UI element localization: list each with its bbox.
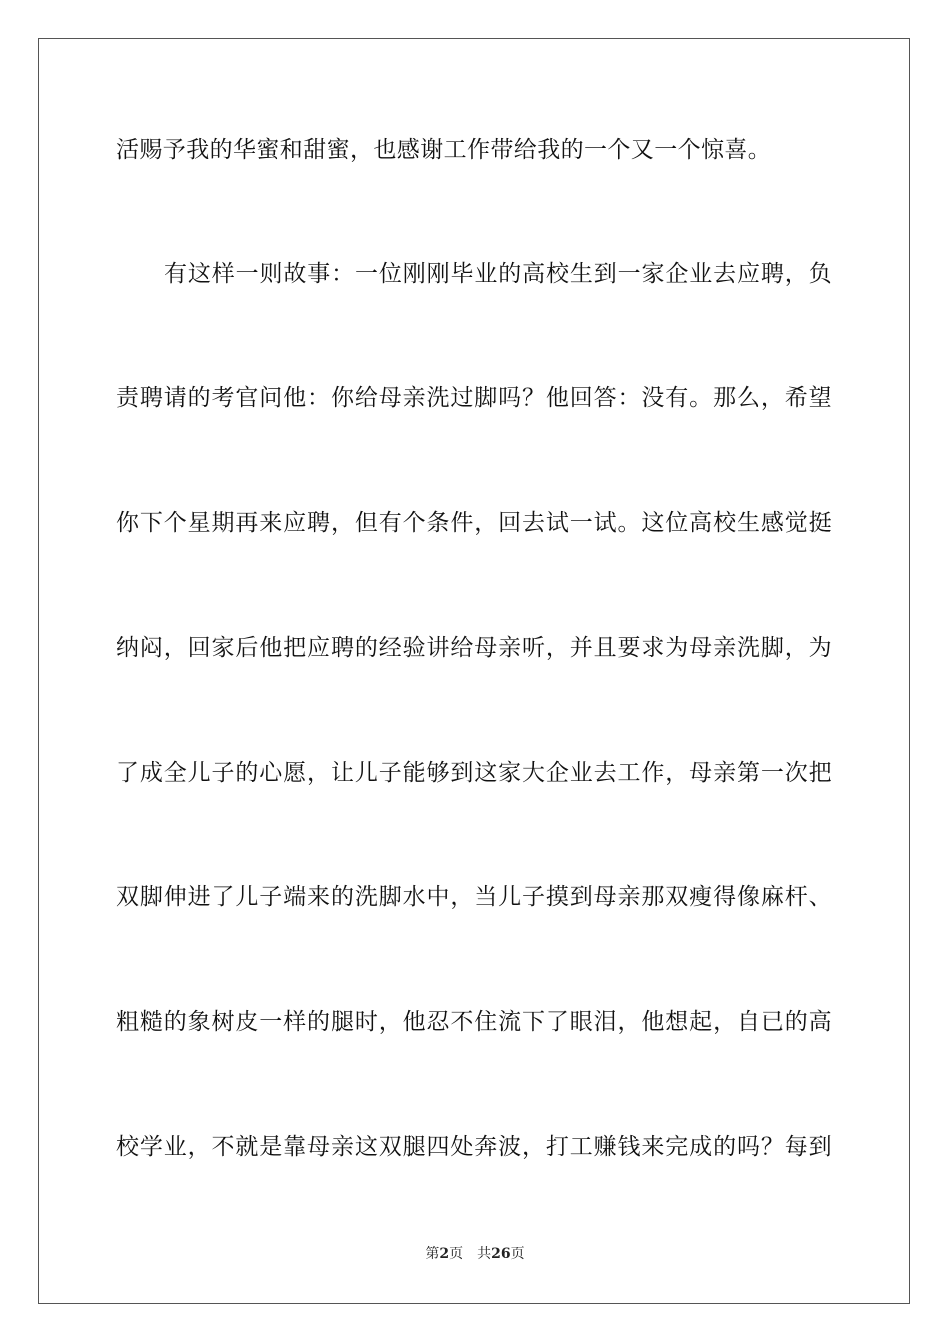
page-suffix: 页 <box>449 1246 464 1262</box>
total-pages: 26 <box>491 1246 511 1262</box>
total-suffix: 页 <box>510 1246 525 1262</box>
total-prefix: 共 <box>477 1246 492 1262</box>
text-line-5: 纳闷，回家后他把应聘的经验讲给母亲听，并且要求为母亲洗脚，为 <box>116 635 832 661</box>
text-line-9: 校学业，不就是靠母亲这双腿四处奔波，打工赚钱来完成的吗？每到 <box>116 1134 832 1160</box>
text-line-1: 活赐予我的华蜜和甜蜜，也感谢工作带给我的一个又一个惊喜。 <box>116 137 772 163</box>
text-line-6: 了成全儿子的心愿，让儿子能够到这家大企业去工作，母亲第一次把 <box>116 760 832 786</box>
page-border <box>38 38 910 1304</box>
page-prefix: 第 <box>425 1246 440 1262</box>
text-line-4: 你下个星期再来应聘，但有个条件，回去试一试。这位高校生感觉挺 <box>116 510 832 536</box>
page-number: 2 <box>439 1246 450 1262</box>
text-line-7: 双脚伸进了儿子端来的洗脚水中，当儿子摸到母亲那双瘦得像麻杆、 <box>116 884 832 910</box>
text-line-3: 责聘请的考官问他：你给母亲洗过脚吗？他回答：没有。那么，希望 <box>116 385 832 411</box>
text-line-8: 粗糙的象树皮一样的腿时，他忍不住流下了眼泪，他想起，自已的高 <box>116 1009 832 1035</box>
text-line-2: 有这样一则故事：一位刚刚毕业的高校生到一家企业去应聘，负 <box>164 261 832 287</box>
page-footer <box>0 1245 950 1263</box>
